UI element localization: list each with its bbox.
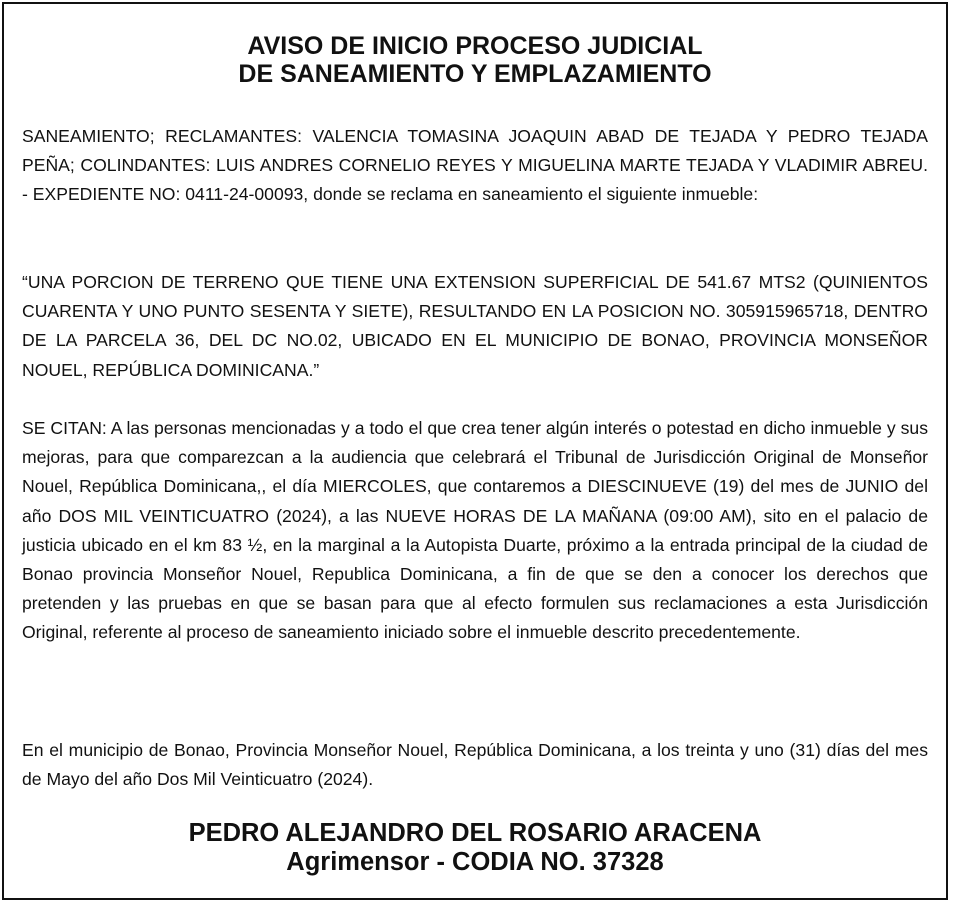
parties-paragraph: SANEAMIENTO; RECLAMANTES: VALENCIA TOMASINA JOAQUIN ABAD DE TEJADA Y PEDRO TEJADA PEÑA; COLINDANTES: LUIS ANDRES CORNELIO REYES Y MIGUELINA MARTE TEJADA Y VLADIMIR ABREU. - EXPEDIENTE NO: 0411-24-00093, donde se reclama en saneamiento el siguiente inmueble: [22, 126, 928, 205]
summons-paragraph: SE CITAN: A las personas mencionadas y a todo el que crea tener algún interés o potestad en dicho inmueble y sus mejoras, para que comparezcan a la audiencia que celebrará el Tribunal de Jurisdicción Original de Monseñor Nouel, República Dominicana,, el día MIERCOLES, que contaremos a DIESCINUEVE (19) del mes de JUNIO del año DOS MIL VEINTICUATRO (2024), a las NUEVE HORAS DE LA MAÑANA (09:00 AM), sito en el palacio de justicia ubicado en el km 83 ½, en la marginal a la Autopista Duarte, próximo a la entrada principal de la ciudad de Bonao provincia Monseñor Nouel, Republica Dominicana, a fin de que se den a conocer los derechos que pretenden y las pruebas en que se basan para que al efecto formulen sus reclamaciones a esta Jurisdicción Original, referente al proceso de saneamiento iniciado sobre el inmueble descrito precedentemente. [22, 418, 928, 643]
legal-notice [2, 2, 948, 900]
signature-block [4, 819, 946, 877]
notice-title-line-1: AVISO DE INICIO PROCESO JUDICIAL [247, 32, 703, 60]
notice-title [4, 32, 946, 88]
place-date-paragraph: En el municipio de Bonao, Provincia Monseñor Nouel, República Dominicana, a los treinta y uno (31) días del mes de Mayo del año Dos Mil Veinticuatro (2024). [22, 740, 928, 790]
property-description-paragraph: “UNA PORCION DE TERRENO QUE TIENE UNA EXTENSION SUPERFICIAL DE 541.67 MTS2 (QUINIENTOS CUARENTA Y UNO PUNTO SESENTA Y SIETE), RESULTANDO EN LA POSICION NO. 305915965718, DENTRO DE LA PARCELA 36, DEL DC NO.02, UBICADO EN EL MUNICIPIO DE BONAO, PROVINCIA MONSEÑOR NOUEL, REPÚBLICA DOMINICANA.” [22, 272, 928, 380]
notice-title-line-2: DE SANEAMIENTO Y EMPLAZAMIENTO [238, 60, 712, 88]
signer-credential: Agrimensor - CODIA NO. 37328 [286, 848, 664, 876]
signer-name: PEDRO ALEJANDRO DEL ROSARIO ARACENA [188, 819, 762, 847]
